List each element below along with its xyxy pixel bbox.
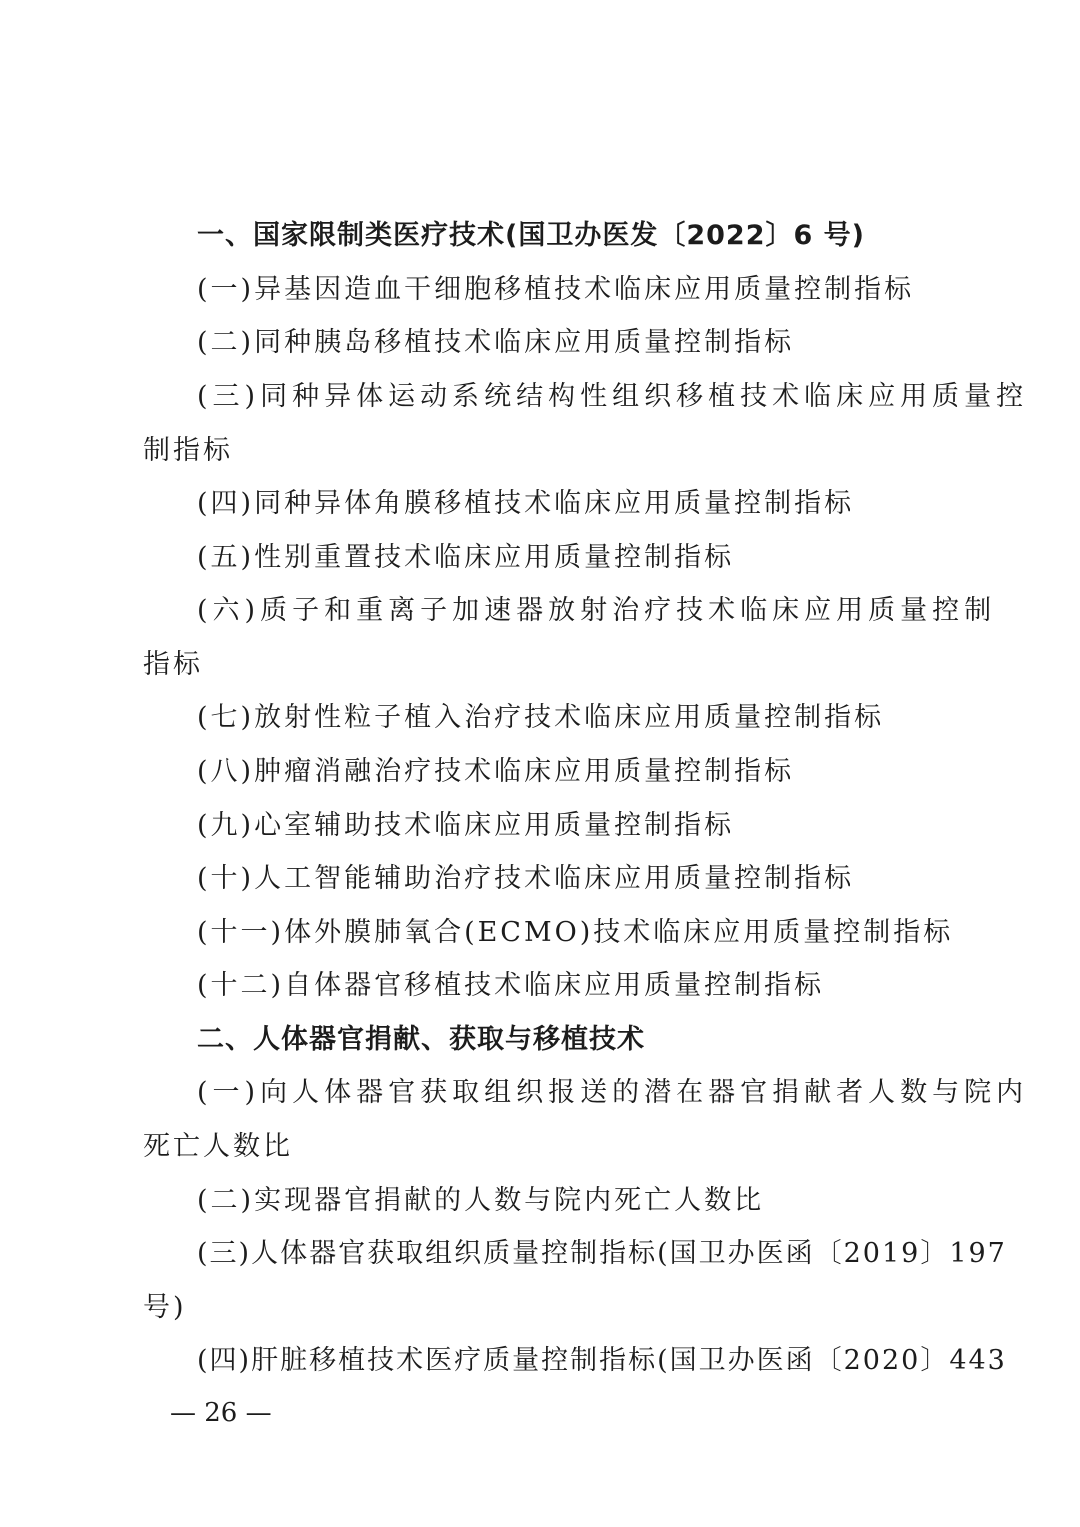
list-item: (一)异基因造血干细胞移植技术临床应用质量控制指标 — [197, 274, 915, 305]
list-item: (五)性别重置技术临床应用质量控制指标 — [197, 542, 735, 573]
list-item-continuation: 制指标 — [143, 435, 233, 466]
list-item: (二)实现器官捐献的人数与院内死亡人数比 — [197, 1185, 765, 1216]
list-item: (八)肿瘤消融治疗技术临床应用质量控制指标 — [197, 756, 795, 787]
list-item: (一)向人体器官获取组织报送的潜在器官捐献者人数与院内 — [197, 1077, 1029, 1108]
list-item: (六)质子和重离子加速器放射治疗技术临床应用质量控制 — [197, 595, 997, 626]
list-item: (三)人体器官获取组织质量控制指标(国卫办医函〔2019〕197 — [197, 1238, 1007, 1269]
page-number: — 26 — — [170, 1398, 272, 1428]
list-item: (三)同种异体运动系统结构性组织移植技术临床应用质量控 — [197, 381, 1029, 412]
list-item-continuation: 死亡人数比 — [143, 1131, 293, 1162]
list-item: (十)人工智能辅助治疗技术临床应用质量控制指标 — [197, 863, 855, 894]
list-item: (四)同种异体角膜移植技术临床应用质量控制指标 — [197, 488, 855, 519]
list-item: (四)肝脏移植技术医疗质量控制指标(国卫办医函〔2020〕443 — [197, 1345, 1007, 1376]
list-item: (二)同种胰岛移植技术临床应用质量控制指标 — [197, 327, 795, 358]
list-item-continuation: 号) — [143, 1292, 187, 1323]
list-item: (十二)自体器官移植技术临床应用质量控制指标 — [197, 970, 825, 1001]
section-2-heading: 二、人体器官捐献、获取与移植技术 — [197, 1024, 645, 1055]
list-item-continuation: 指标 — [143, 649, 203, 680]
list-item: (十一)体外膜肺氧合(ECMO)技术临床应用质量控制指标 — [197, 917, 954, 948]
list-item: (七)放射性粒子植入治疗技术临床应用质量控制指标 — [197, 702, 885, 733]
section-1-heading: 一、国家限制类医疗技术(国卫办医发〔2022〕6 号) — [197, 220, 866, 251]
list-item: (九)心室辅助技术临床应用质量控制指标 — [197, 810, 735, 841]
